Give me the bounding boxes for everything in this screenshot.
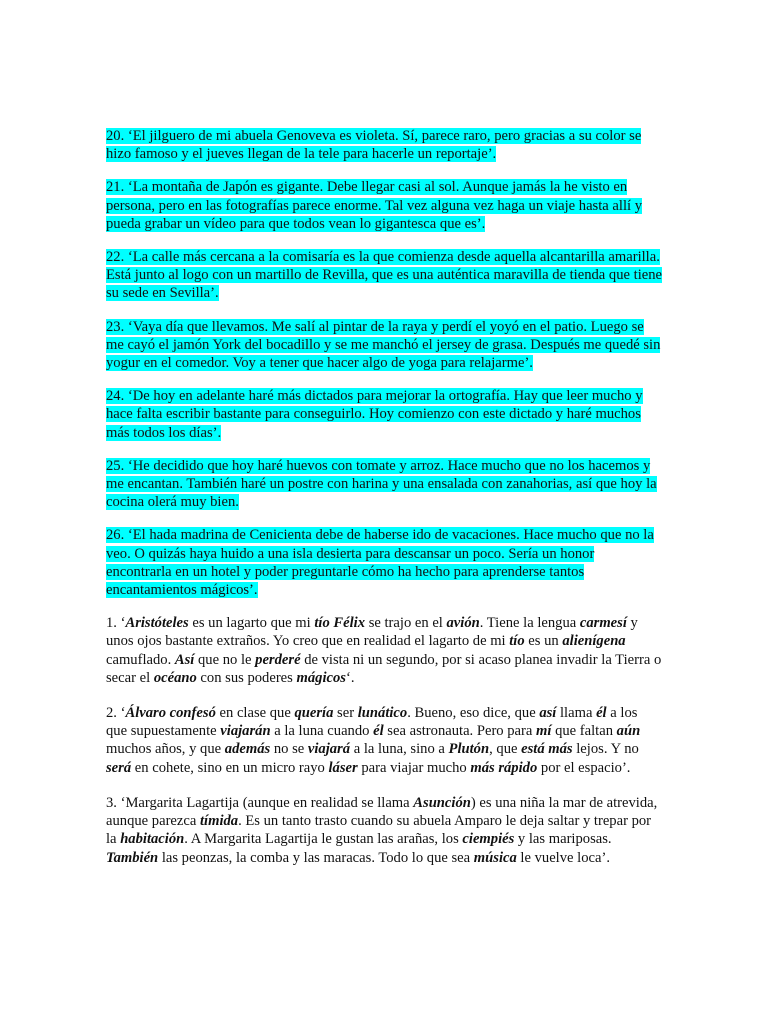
text-run: a la luna, sino a (350, 741, 449, 758)
emphasized-word: así (539, 705, 557, 722)
emphasized-word: será (106, 759, 132, 776)
text-run: le vuelve loca’. (516, 849, 610, 866)
text-run: en cohete, sino en un micro rayo (131, 759, 329, 776)
text-run: ser (333, 705, 358, 722)
text-run: se trajo en el (365, 615, 447, 632)
text-run: lejos. Y no (572, 741, 639, 758)
highlighted-paragraph-20 (106, 127, 662, 163)
paragraph-text: 23. ‘Vaya día que llevamos. Me salí al pintar de la raya y perdí el yoyó en el patio. Luego se me cayó el jamón York del bocadillo y se me manchó el jersey de grasa. Después me quedé sin yogur en el comedor. Voy a tener que hacer algo de yoga para relajarme’. (106, 318, 661, 372)
emphasized-word: perderé (255, 651, 301, 668)
text-run: ) es una niña la mar de atrevida, aunque parezca (106, 794, 658, 830)
text-run: a la luna cuando (270, 723, 374, 740)
text-run: para viajar mucho (357, 759, 471, 776)
emphasized-word: música (473, 849, 517, 866)
emphasized-word: Plutón (448, 741, 490, 758)
emphasized-word: viajarán (220, 723, 271, 740)
text-run: en clase que (215, 705, 295, 722)
paragraph-text: 21. ‘La montaña de Japón es gigante. Debe llegar casi al sol. Aunque jamás la he visto en persona, pero en las fotografías parece enorme. Tal vez alguna vez haga un viaje hasta allí y pueda grabar un vídeo para que todos vean lo gigantesca que es’. (106, 179, 643, 232)
emphasized-word: carmesí (579, 615, 627, 632)
emphasized-word: láser (328, 759, 358, 776)
text-run: que no le (194, 651, 256, 668)
text-run: . Es un tanto trasto cuando su abuela Amparo le deja saltar y trepar por la (106, 813, 652, 848)
dictation-paragraph-1 (106, 614, 662, 687)
text-run: a los que supuestamente (106, 705, 638, 740)
emphasized-word: mágicos (296, 669, 346, 686)
paragraph-text: 22. ‘La calle más cercana a la comisaría es la que comienza desde aquella alcantarilla amarilla. Está junto al logo con un martillo de Revilla, que es una auténtica maravilla de tienda que tiene su sede en Sevilla’. (106, 249, 663, 302)
text-run: llama (556, 705, 597, 722)
text-run: sea astronauta. Pero para (383, 723, 537, 740)
emphasized-word: avión (446, 615, 480, 632)
emphasized-word: quería (294, 705, 334, 722)
text-run: es un lagarto que mi (188, 615, 315, 632)
dictation-paragraph-3 (106, 794, 662, 867)
emphasized-word: viajará (307, 741, 351, 758)
text-run: . Bueno, eso dice, que (407, 705, 540, 722)
paragraph-text: 25. ‘He decidido que hoy haré huevos con tomate y arroz. Hace mucho que no los hacemos y me encantan. También haré un postre con harina y una ensalada con zanahorias, así que hoy la cocina olerá muy bien. (106, 457, 657, 511)
text-run: que faltan (551, 723, 617, 740)
document-body (106, 127, 662, 884)
emphasized-word: más rápido (470, 759, 538, 776)
emphasized-word: Aristóteles (125, 615, 189, 632)
text-run: . Tiene la lengua (479, 615, 580, 632)
emphasized-word: océano (153, 669, 197, 686)
emphasized-word: está más (521, 741, 573, 758)
emphasized-word: tío Félix (314, 615, 366, 632)
text-run: por el espacio’. (537, 759, 631, 776)
dictation-paragraph-2 (106, 704, 662, 777)
highlighted-paragraph-21 (106, 178, 662, 233)
emphasized-word: tío (509, 633, 525, 650)
text-run: 1. ‘ (106, 615, 126, 632)
text-run: , que (489, 741, 522, 758)
paragraph-text: 26. ‘El hada madrina de Cenicienta debe de haberse ido de vacaciones. Hace mucho que no la veo. O quizás haya huido a una isla desierta para descansar un poco. Sería un honor encontrarla en un hotel y poder preguntarle cómo ha hecho para aprenderse tantos encantamientos mágicos’. (106, 527, 654, 599)
highlighted-paragraph-25 (106, 457, 662, 512)
emphasized-word: tímida (199, 813, 239, 830)
emphasized-word: alienígena (562, 633, 626, 650)
text-run: y las mariposas. (514, 831, 612, 848)
text-run: 2. ‘ (106, 705, 126, 722)
highlighted-paragraph-26 (106, 526, 662, 599)
emphasized-word: él (373, 723, 384, 740)
paragraph-text: 24. ‘De hoy en adelante haré más dictados para mejorar la ortografía. Hay que leer mucho y hace falta escribir bastante para conseguirlo. Hoy comienzo con este dictado y haré muchos más todos los días’. (106, 388, 643, 441)
emphasized-word: ciempiés (462, 831, 515, 848)
emphasized-word: habitación (120, 831, 185, 848)
text-run: las peonzas, la comba y las maracas. Todo lo que sea (158, 849, 474, 866)
text-run: de vista ni un segundo, por si acaso planea invadir la Tierra o secar el (106, 651, 662, 686)
text-run: es un (524, 633, 563, 650)
emphasized-word: Así (174, 651, 195, 668)
text-run: con sus poderes (196, 669, 297, 686)
text-run: camuflado. (106, 651, 175, 668)
highlighted-paragraph-22 (106, 248, 662, 303)
emphasized-word: lunático (357, 705, 408, 722)
emphasized-word: Asunción (413, 794, 471, 811)
emphasized-word: mí (536, 723, 552, 740)
text-run: 3. ‘Margarita Lagartija (aunque en realidad se llama (106, 794, 414, 811)
highlighted-paragraph-24 (106, 387, 662, 442)
text-run: y unos ojos bastante extraños. Yo creo que en realidad el lagarto de mi (106, 615, 638, 650)
emphasized-word: También (106, 849, 159, 866)
highlighted-paragraph-23 (106, 318, 662, 373)
text-run: no se (270, 741, 308, 758)
text-run: . A Margarita Lagartija le gustan las arañas, los (184, 831, 463, 848)
emphasized-word: él (596, 705, 607, 722)
emphasized-word: Álvaro confesó (125, 705, 216, 722)
paragraph-text: 20. ‘El jilguero de mi abuela Genoveva es violeta. Sí, parece raro, pero gracias a su color se hizo famoso y el jueves llegan de la tele para hacerle un reportaje’. (106, 128, 642, 163)
text-run: ‘. (345, 669, 355, 686)
emphasized-word: aún (616, 723, 641, 740)
emphasized-word: además (224, 741, 271, 758)
text-run: muchos años, y que (106, 741, 225, 758)
